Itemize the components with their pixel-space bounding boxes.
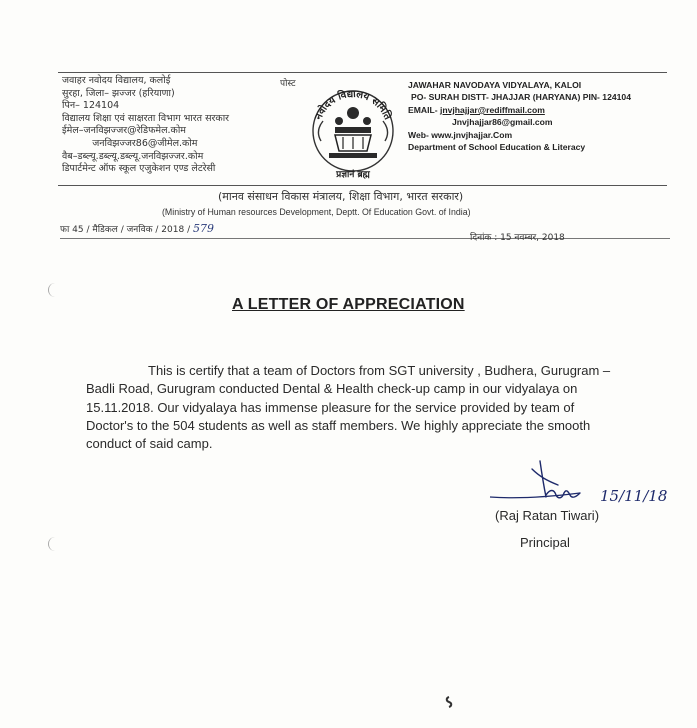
letterhead-hindi-line: सुरहा, जिला– झज्जर (हरियाणा) (62, 87, 175, 99)
signatory-name: (Raj Ratan Tiwari) (495, 508, 600, 523)
email-secondary[interactable]: Jnvjhajjar86@gmail.com (452, 117, 553, 128)
department-name: Department of School Education & Literacy (408, 142, 586, 153)
body-line: Badli Road, Gurugram conducted Dental & Health check-up camp in our vidyalaya on (86, 381, 578, 397)
body-line: conduct of said camp. (86, 436, 213, 452)
body-line: Doctor's to the 504 students as well as staff members. We highly appreciate the smooth (86, 417, 591, 433)
ink-mark-icon (444, 696, 454, 708)
punch-hole-mark (48, 283, 59, 297)
letterhead-hindi-block (62, 75, 302, 176)
ministry-hindi: (मानव संसाधन विकास मंत्रालय, शिक्षा विभाग, भारत सरकार) (218, 190, 464, 203)
email-line (408, 104, 668, 116)
svg-text:नवोदय विद्यालय समिति: नवोदय विद्यालय समिति (313, 88, 393, 122)
letter-date: दिनांक : 15 नवम्बर, 2018 (470, 233, 565, 243)
letterhead-hindi-line: ईमेल–जनविझज्जर@रेडिफमेल.कोम (62, 125, 186, 137)
email-primary[interactable]: jnvjhajjar@rediffmail.com (440, 104, 545, 115)
letterhead-hindi-line: विद्यालय शिक्षा एवं साक्षरता विभाग भारत सरकार (62, 112, 230, 124)
school-name: JAWAHAR NAVODAYA VIDYALAYA, KALOI (408, 80, 582, 90)
letterhead-english-block (408, 79, 668, 153)
reference-line (60, 220, 670, 243)
letterhead-hindi-line: जनविझज्जर86@जीमेल.कोम (62, 137, 198, 149)
post-label: पोस्ट (280, 79, 296, 89)
ministry-english: (Ministry of Human resources Development, Deptt. Of Education Govt. of India) (162, 207, 471, 217)
signature-icon (488, 455, 678, 515)
file-number-prefix: फा 45 / मैडिकल / जनविक / 2018 / (60, 225, 191, 235)
file-number-handwritten: 579 (192, 222, 214, 235)
signatory-designation: Principal (520, 535, 570, 550)
body-line: This is certify that a team of Doctors from SGT university , Budhera, Gurugram – (148, 363, 611, 378)
letter-title: A LETTER OF APPRECIATION (232, 296, 465, 313)
letter-body (86, 362, 692, 453)
school-address: PO- SURAH DISTT- JHAJJAR (HARYANA) PIN- 124104 (411, 92, 631, 103)
file-number (60, 222, 214, 235)
signature-date: 15/11/18 (600, 487, 668, 505)
letterhead-hindi-line: वैब–डब्ल्यू.डब्ल्यू.डब्ल्यू.जनविझज्जर.कोम (62, 150, 204, 162)
school-emblem-icon (305, 75, 401, 183)
letterhead (58, 72, 667, 186)
email-label: EMAIL- (408, 104, 438, 115)
letterhead-hindi-line: जवाहर नवोदय विद्यालय, कलोई (62, 75, 171, 86)
website[interactable]: Web- www.jnvjhajjar.Com (408, 129, 513, 140)
svg-text:प्रज्ञानं ब्रह्म: प्रज्ञानं ब्रह्म (336, 170, 370, 180)
punch-hole-mark (48, 537, 59, 551)
body-line: 15.11.2018. Our vidyalaya has immense pleasure for the service provided by team of (86, 399, 575, 415)
letterhead-hindi-line: डिपार्टमेन्ट ऑफ स्कूल एजुकेशन एण्ड लेटरेसी (62, 163, 216, 175)
letterhead-hindi-line: पिन– 124104 (62, 100, 120, 112)
